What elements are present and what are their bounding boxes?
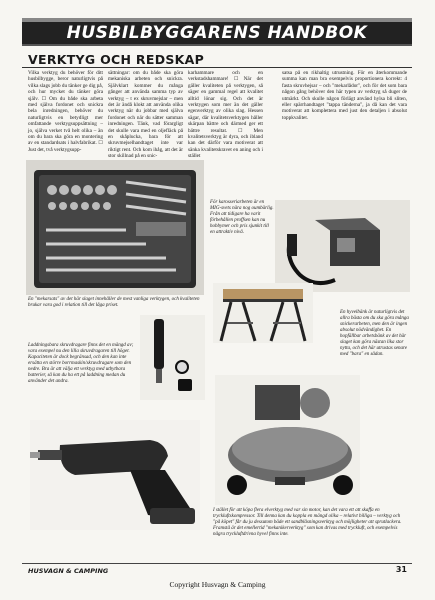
cordless-screwdriver-photo	[140, 315, 205, 400]
screwdriver-caption: Laddningsbara skruvdragare finns det en mängd av; vara exempel nu den lilla skruvdragaren till höger. Kapaciteten är dock begränsad, och den kan inte ersätta en större borrmaskin/skruvdragare som den nedre. Bra är att välja ett verktyg med utbytbara batterier, så kan du ha ett på laddning medan du använder det andra.	[28, 343, 134, 384]
text-column-1	[28, 70, 103, 153]
heading-rule	[22, 67, 412, 68]
cordless-drill-photo	[30, 420, 200, 530]
column-text: Vilka verktyg du behöver för ditt husbilbygge, beror naturligtvis på vilka slags jobb du tänker ge dig på, och hur mycket du tänker göra själv. ☐ Om du både ska arbeta med själva fordonet och snickra bela inredningen, behöver du naturligtvis en betydligt mer omfattande verktygsuppsättning – jo, själva verket två helt olika – än om du bara ska göra en montering av en standardsats i halvfabrikat. ☐ Just det, två verktygsupp-	[28, 70, 103, 153]
air-compressor-photo	[215, 375, 360, 505]
column-text: karhammare och en verkstadshammare! ☐ När det gäller kvaliteten på verktygen, så säger en gammal regel att kvalitet alltid lönar sig. Och det är verktygen som mer än det gäller egenverktyg av olika slag. Hessen sägar, där kvalitetsverktygen håller skärpan bättre och därmed ger ett bättre resultat. ☐ Men kvalitetsverktyg är dyra, och ibland kan det därför vara motiverat att sänka kvalitetskravet en aning och i stället	[188, 70, 263, 160]
column-text: satsa på en rikhaltig utrustning. För en återkommande summa kan man bra exempelvis proportionera korrekt: 4 fasta skruvhejsar – och "mekarlådor", och för det som bara någon gång behöver den här typen av verktyg så duger de utmärkt. Och skulle någon förlägt använd hylsa bli sliten, eller spärrhandtaget "tappa tänderna", ja då kan det vara motiverat att komplettera med just den detaljen i absolut toppkvalitet.	[282, 70, 407, 121]
welder-photo	[275, 200, 410, 292]
workbench-photo	[213, 283, 313, 343]
banner-title: HUSBILBYGGARENS HANDBOK	[66, 23, 368, 43]
publication-name: HUSVAGN & CAMPING	[28, 567, 109, 575]
workbench-caption: En hyvelbänk är naturligtvis det allra bästa om du ska göra många snickerarbeten, men den är ingen absolut nödvändighet. En hopfällbar arbetsbänk av det här slaget kan göra nästan lika stor nytta, och det här utrustas senare med "bara" en sådan.	[340, 310, 409, 357]
page-number: 31	[395, 565, 407, 574]
text-column-4	[282, 70, 407, 121]
column-text: sättningar: om du både ska göra mekaniska arbeten och snickra. Självklart kommer du många gånger att använda samma typ av verktyg – t ex skruvmejslar – men det är ändå klokt att använda olika verktyg när du jobbar med själva fordonet och när du sätter samman inredningen. Tänk, vad förargligt det skulle vara med en oljefläck på en skåplucka, bara för att skruvmejselhandtaget inte var riktigt rent. Och kom ihåg, att det är stor skillnad på en snic-	[108, 70, 183, 160]
socket-set-caption: En "mekarsats" av det här slaget innehåller de mest vanliga verktygen, och kvaliteten brukar vara god i relation till det låga priset.	[28, 297, 200, 308]
welder-caption: För karosseriarbeten är en MIG-svets nära nog oumbärlig. Från att tidigare ha varit förbehållen proffsen kan nu hobbymer och pris sjunkit till en attraktiv nivå.	[210, 200, 274, 235]
footer-rule	[22, 563, 412, 564]
compressor-caption: I stället för att köpa flera elverktyg med var sin motor, kan det vara ett att skaffa en tryckluftskompressor. Till denna kan du koppla en mängd olika – relativt billiga – verktyg och "på köpet" får du ju dessutom bäde ett sandblåsningsverktyg och möjligheter att sprutlackera. Framstå är det emellertid "mekanikerverktyg" som kan drivas med tryckluft, och exempelvis några tryckluftdrivna hyvel finns inte.	[213, 508, 402, 537]
page-banner	[22, 18, 412, 46]
socket-set-photo	[26, 160, 204, 295]
copyright-notice: Copyright Husvagn & Camping	[169, 580, 266, 589]
text-column-3	[188, 70, 263, 160]
text-column-2	[108, 70, 183, 160]
article-heading: VERKTYG OCH REDSKAP	[28, 52, 205, 67]
